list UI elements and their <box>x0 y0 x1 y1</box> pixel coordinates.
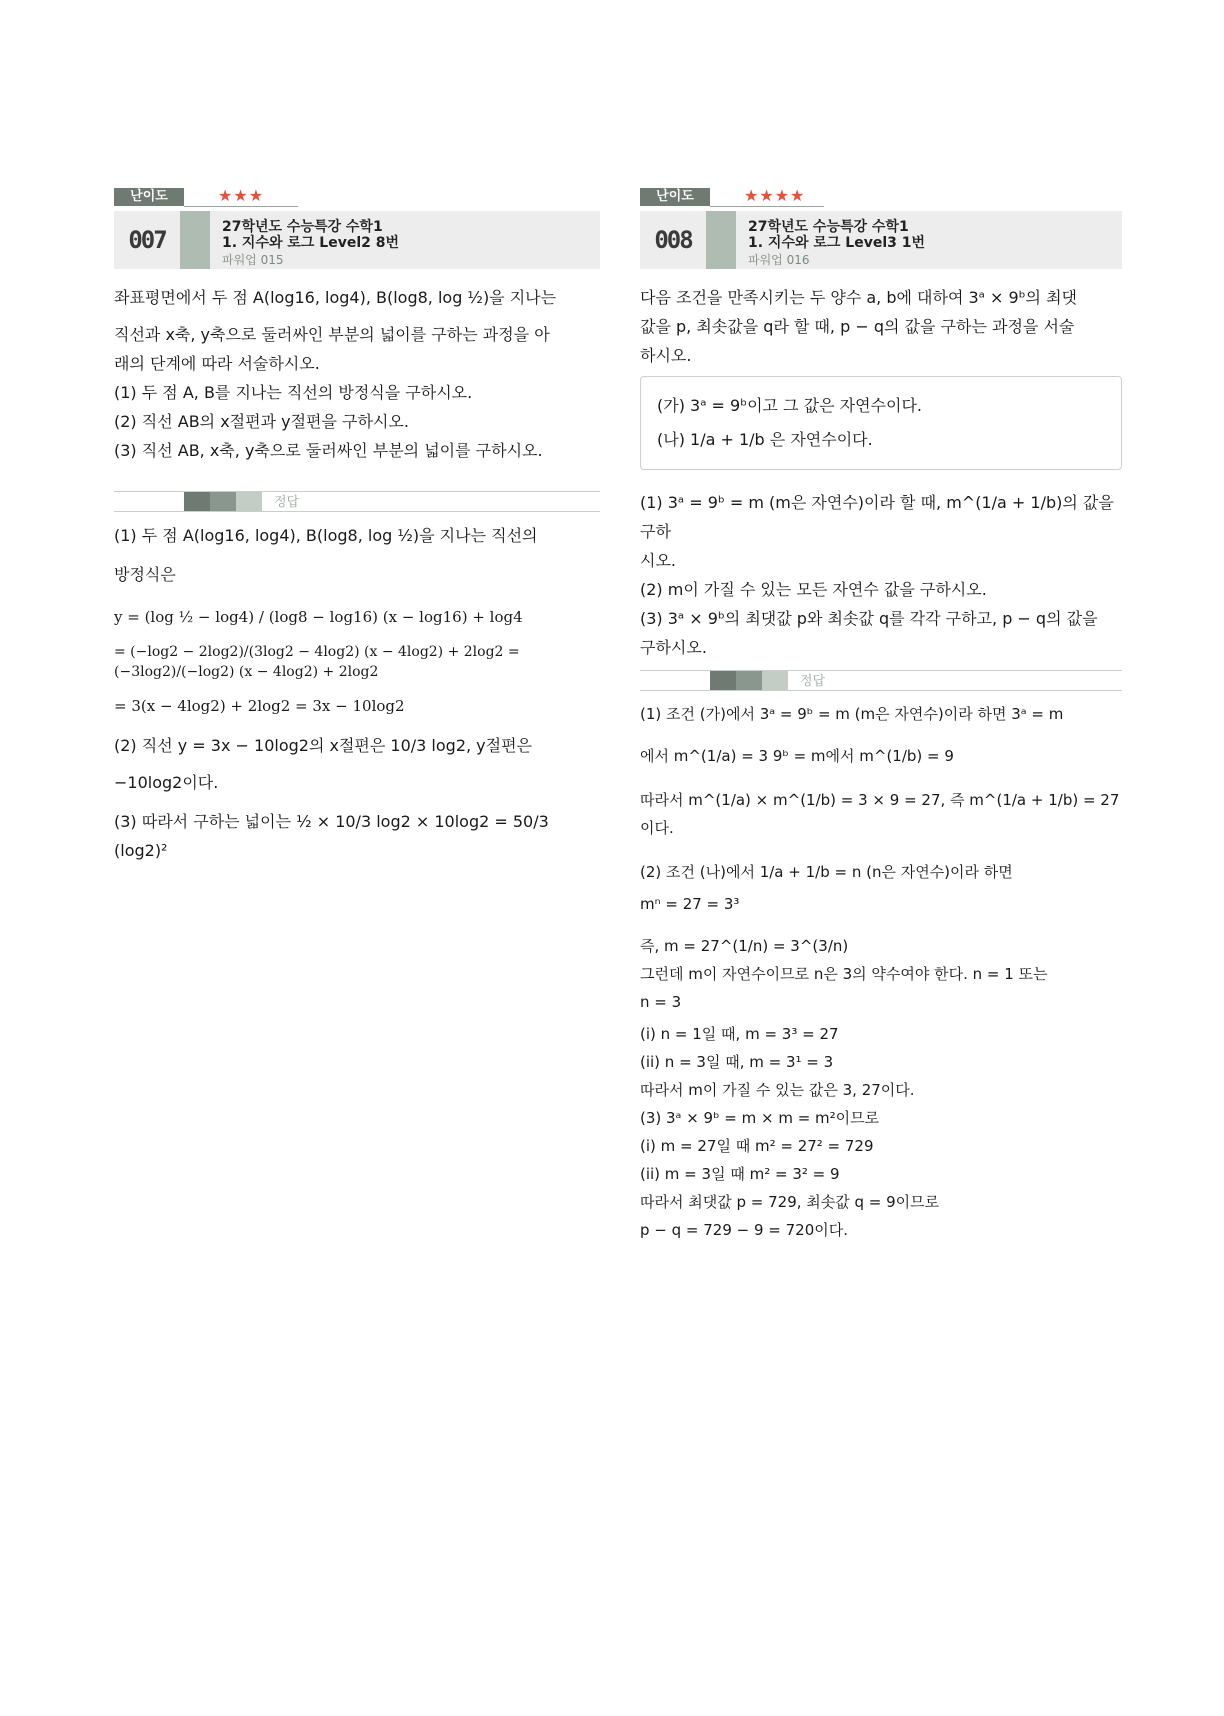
question-line: 값을 p, 최솟값을 q라 할 때, p − q의 값을 구하는 과정을 서술 <box>640 317 1075 336</box>
answer-line: (2) 직선 y = 3x − 10log2의 x절편은 10/3 log2, y절편은 <box>114 736 533 755</box>
sub-question-line: (2) m이 가질 수 있는 모든 자연수 값을 구하시오. <box>640 580 987 599</box>
answer-line: n = 3 <box>640 993 682 1011</box>
problem-008 <box>640 188 1122 1244</box>
answer-line: (ii) m = 3일 때 m² = 3² = 9 <box>640 1165 840 1183</box>
answer-line: 에서 m^(1/a) = 3 9ᵇ = m에서 m^(1/b) = 9 <box>640 747 954 765</box>
answer-line: p − q = 729 − 9 = 720이다. <box>640 1221 849 1239</box>
answer-label: 정답 <box>274 495 300 510</box>
question-line: 직선과 x축, y축으로 둘러싸인 부분의 넓이를 구하는 과정을 아 <box>114 325 550 344</box>
sub-question-line: (1) 3ᵃ = 9ᵇ = m (m은 자연수)이라 할 때, m^(1/a + 1/b)의 값을 구하 <box>640 493 1114 541</box>
answer-line: 즉, m = 27^(1/n) = 3^(3/n) <box>640 937 849 955</box>
answer-text <box>640 700 1122 1244</box>
answer-line: 그런데 m이 자연수이므로 n은 3의 약수여야 한다. n = 1 또는 <box>640 965 1048 983</box>
conditions-box <box>640 376 1122 470</box>
divider <box>184 206 298 207</box>
source-title: 27학년도 수능특강 수학1 <box>222 219 383 235</box>
difficulty-label: 난이도 <box>114 188 184 206</box>
answer-line: 방정식은 <box>114 565 176 584</box>
answer-divider <box>640 666 1122 694</box>
answer-line: 따라서 m^(1/a) × m^(1/b) = 3 × 9 = 27, 즉 m^(1/a + 1/b) = 27이다. <box>640 791 1120 837</box>
answer-divider <box>114 487 600 515</box>
answer-line: (ii) n = 3일 때, m = 3¹ = 3 <box>640 1053 834 1071</box>
sub-questions <box>640 488 1122 662</box>
header-accent-bar <box>706 211 736 269</box>
difficulty-row <box>114 188 600 210</box>
question-line: 하시오. <box>640 346 692 365</box>
problem-number: 007 <box>128 226 166 254</box>
difficulty-stars: ★★★ <box>218 186 265 205</box>
answer-line: −10log2이다. <box>114 773 219 792</box>
answer-line: (i) n = 1일 때, m = 3³ = 27 <box>640 1025 839 1043</box>
condition-ga: (가) 3ᵃ = 9ᵇ이고 그 값은 자연수이다. <box>657 396 922 415</box>
source-chapter: 1. 지수와 로그 Level3 1번 <box>748 235 926 251</box>
answer-line: = 3(x − 4log2) + 2log2 = 3x − 10log2 <box>114 697 405 715</box>
sub-question-line: 시오. <box>640 551 676 570</box>
divider <box>710 206 824 207</box>
condition-na: (나) 1/a + 1/b 은 자연수이다. <box>657 430 873 449</box>
question-line: 래의 단계에 따라 서술하시오. <box>114 354 320 373</box>
answer-line: (2) 조건 (나)에서 1/a + 1/b = n (n은 자연수)이라 하면 <box>640 863 1013 881</box>
answer-line: (i) m = 27일 때 m² = 27² = 729 <box>640 1137 874 1155</box>
question-line: (2) 직선 AB의 x절편과 y절편을 구하시오. <box>114 412 409 431</box>
answer-line: = (−log2 − 2log2)/(3log2 − 4log2) (x − 4log2) + 2log2 = (−3log2)/(−log2) (x − 4log2) + 2log2 <box>114 644 520 680</box>
answer-line: 따라서 최댓값 p = 729, 최솟값 q = 9이므로 <box>640 1193 940 1211</box>
source-code: 파워업 016 <box>748 253 810 267</box>
question-text <box>114 283 600 465</box>
source-chapter: 1. 지수와 로그 Level2 8번 <box>222 235 400 251</box>
sub-question-line: 구하시오. <box>640 638 707 657</box>
problem-007 <box>114 188 600 865</box>
question-line: (3) 직선 AB, x축, y축으로 둘러싸인 부분의 넓이를 구하시오. <box>114 441 543 460</box>
sub-question-line: (3) 3ᵃ × 9ᵇ의 최댓값 p와 최솟값 q를 각각 구하고, p − q의 값을 <box>640 609 1098 628</box>
answer-line: (1) 두 점 A(log16, log4), B(log8, log ½)을 지나는 직선의 <box>114 526 538 545</box>
answer-line: y = (log ½ − log4) / (log8 − log16) (x − log16) + log4 <box>114 608 523 626</box>
difficulty-row <box>640 188 1122 210</box>
answer-line: (1) 조건 (가)에서 3ᵃ = 9ᵇ = m (m은 자연수)이라 하면 3ᵃ = m <box>640 705 1064 723</box>
answer-line: (3) 3ᵃ × 9ᵇ = m × m = m²이므로 <box>640 1109 880 1127</box>
problem-header <box>640 211 1122 269</box>
question-line: 좌표평면에서 두 점 A(log16, log4), B(log8, log ½)을 지나는 <box>114 288 557 307</box>
answer-line: 따라서 m이 가질 수 있는 값은 3, 27이다. <box>640 1081 915 1099</box>
source-code: 파워업 015 <box>222 253 284 267</box>
header-accent-bar <box>180 211 210 269</box>
difficulty-label: 난이도 <box>640 188 710 206</box>
source-title: 27학년도 수능특강 수학1 <box>748 219 909 235</box>
question-line: 다음 조건을 만족시키는 두 양수 a, b에 대하여 3ᵃ × 9ᵇ의 최댓 <box>640 288 1077 307</box>
difficulty-stars: ★★★★ <box>744 186 806 205</box>
answer-label: 정답 <box>800 674 826 689</box>
question-text <box>640 283 1122 370</box>
problem-header <box>114 211 600 269</box>
answer-text <box>114 521 600 865</box>
answer-line: mⁿ = 27 = 3³ <box>640 895 740 913</box>
answer-line: (3) 따라서 구하는 넓이는 ½ × 10/3 log2 × 10log2 = 50/3 (log2)² <box>114 812 549 860</box>
question-line: (1) 두 점 A, B를 지나는 직선의 방정식을 구하시오. <box>114 383 473 402</box>
problem-number: 008 <box>654 226 692 254</box>
